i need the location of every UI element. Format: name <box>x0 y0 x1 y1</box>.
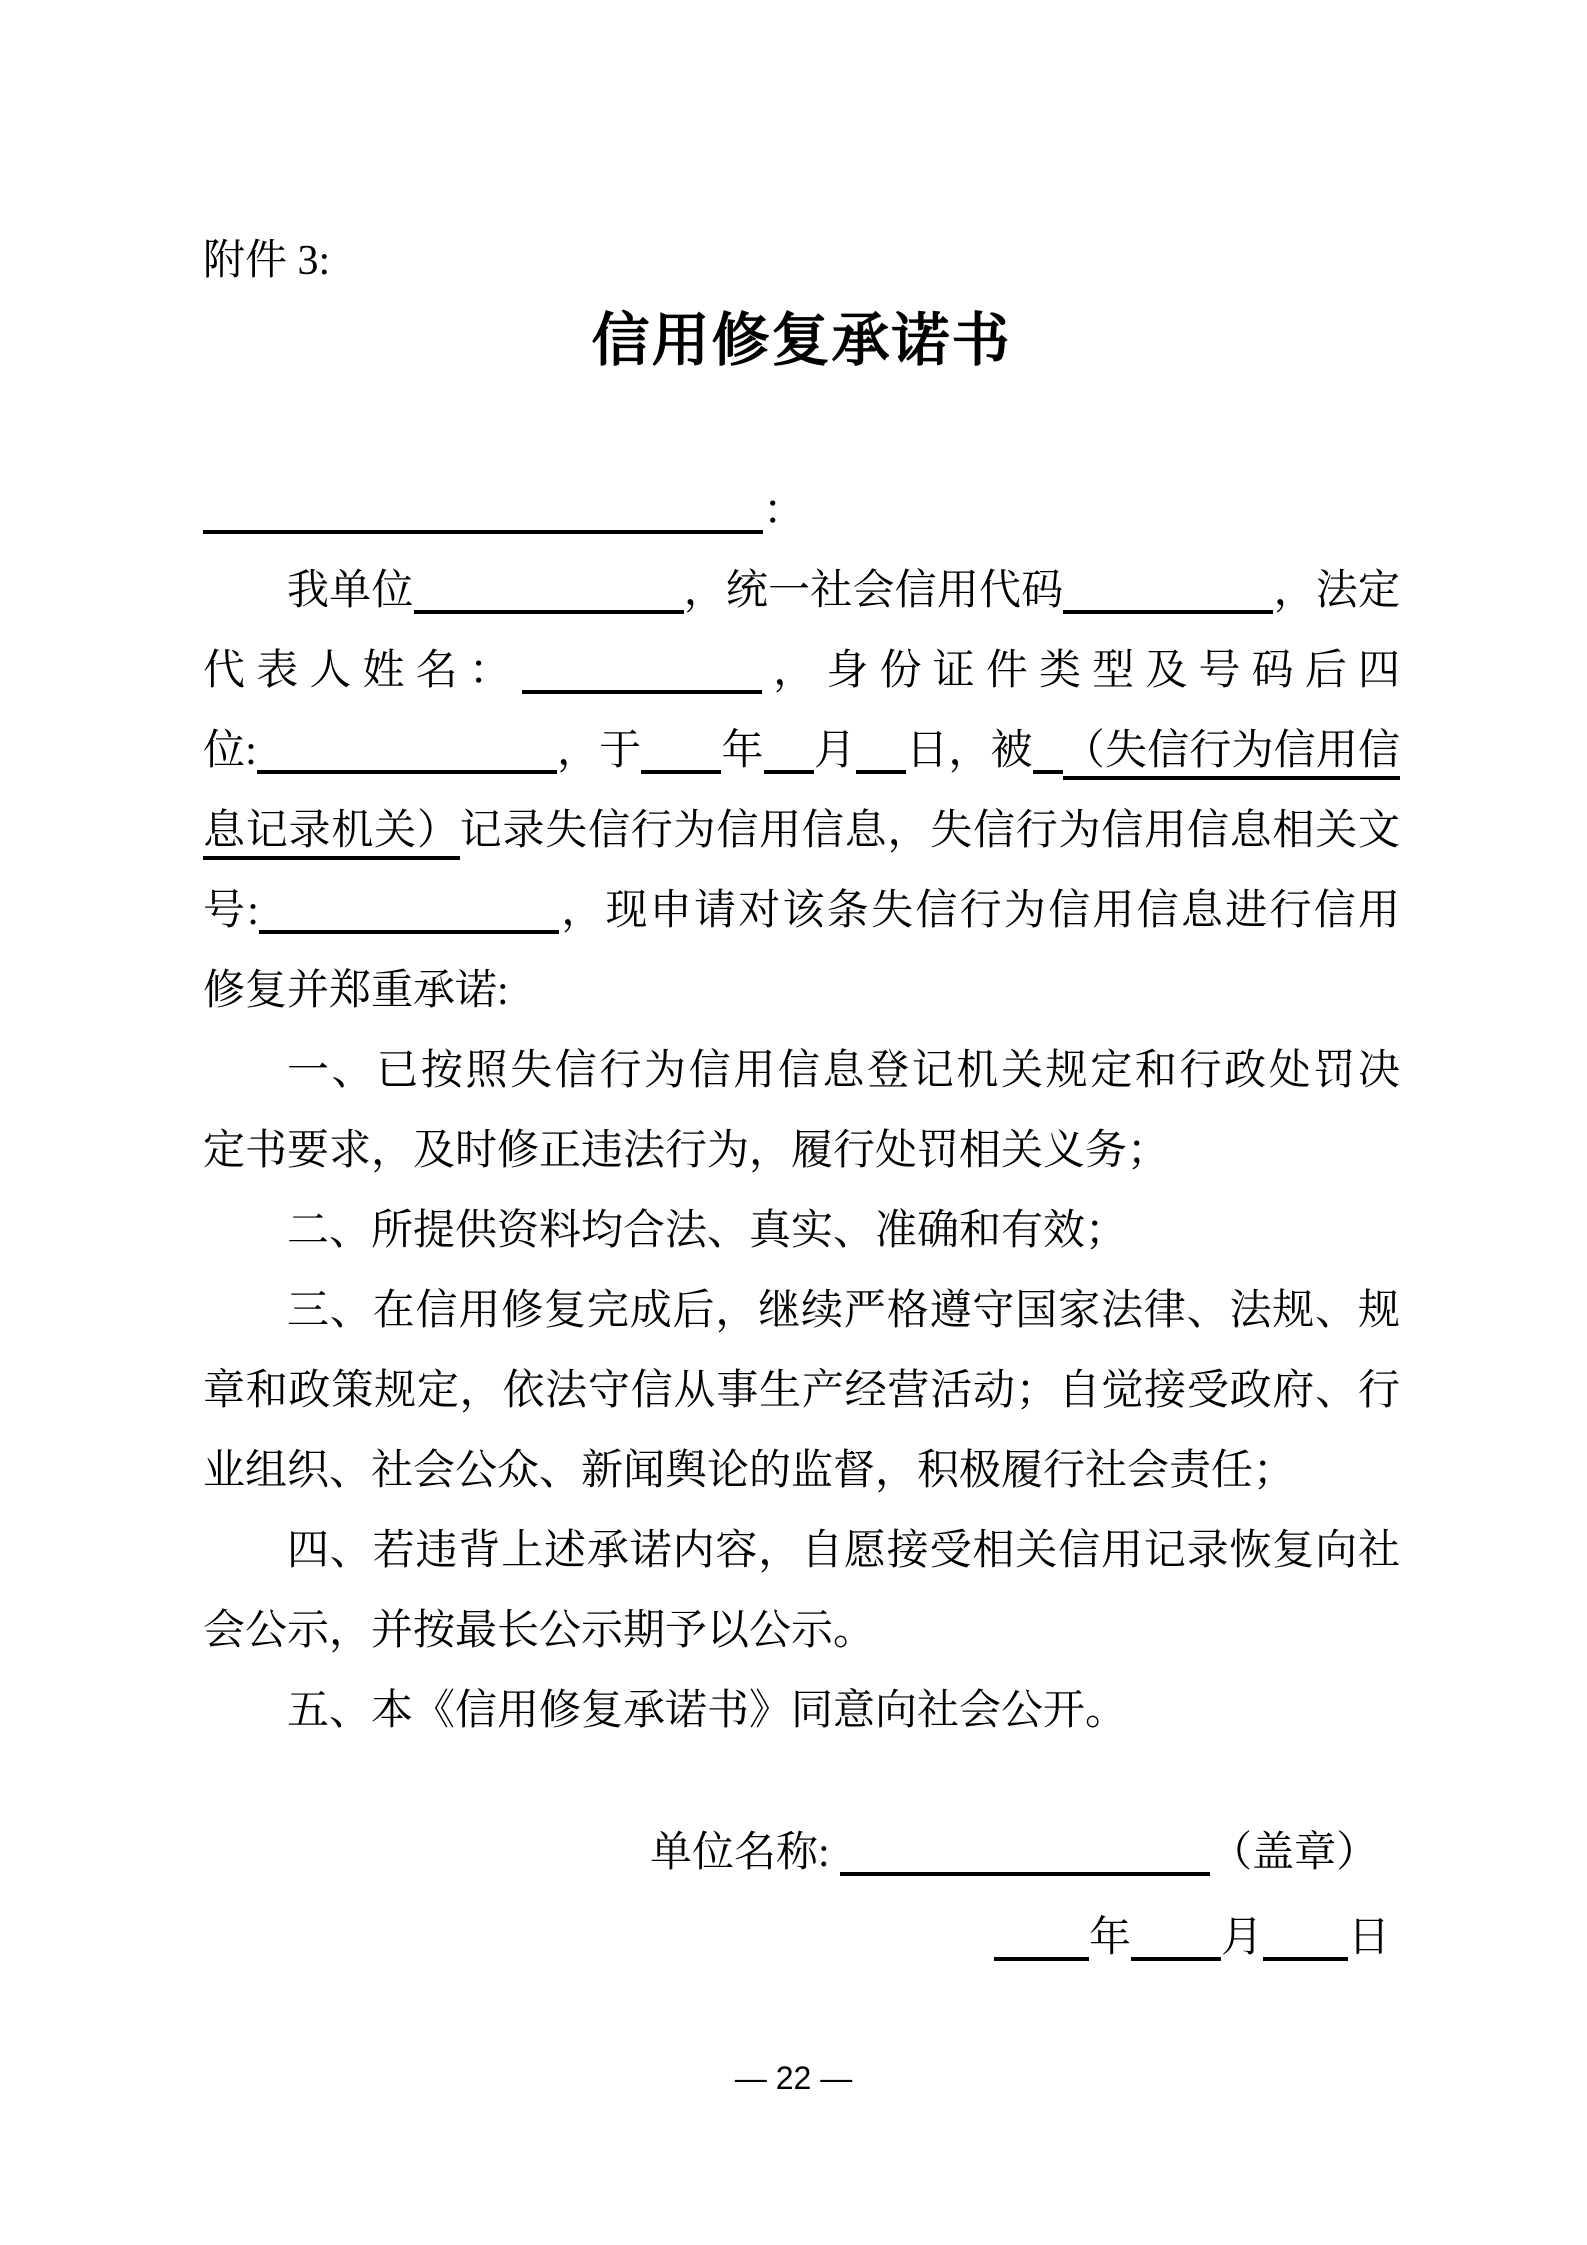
blank-field <box>764 724 814 774</box>
body-line-representative <box>203 631 1400 711</box>
body-line-unit <box>203 551 1400 631</box>
text-segment: 三、在信用修复完成后，继续严格遵守国家法律、法规、规 <box>287 1288 1400 1334</box>
blank-field <box>856 724 906 774</box>
body-line-record-organ <box>203 791 1400 871</box>
blank-field <box>1263 1911 1348 1961</box>
body-line-promise-intro <box>203 951 1400 1031</box>
blank-field <box>257 724 557 774</box>
text-segment: 定书要求，及时修正违法行为，履行处罚相关义务； <box>203 1128 1170 1174</box>
text-segment: 号: <box>203 888 259 934</box>
blank-field <box>641 724 721 774</box>
text-segment: 章和政策规定，依法守信从事生产经营活动；自觉接受政府、行 <box>203 1368 1400 1414</box>
text-segment: 二、所提供资料均合法、真实、准确和有效； <box>287 1208 1128 1254</box>
date-line <box>203 1898 1400 1978</box>
text-segment: 一、已按照失信行为信用信息登记机关规定和行政处罚决 <box>287 1048 1400 1094</box>
text-segment: （盖章） <box>1210 1830 1379 1876</box>
text-segment: 四、若违背上述承诺内容，自愿接受相关信用记录恢复向社 <box>287 1528 1400 1574</box>
text-segment: 修复并郑重承诺: <box>203 968 509 1014</box>
text-segment: 单位名称: <box>650 1830 841 1876</box>
document-body <box>203 221 1400 1978</box>
text-segment: 年 <box>721 728 764 774</box>
commitment-item-5 <box>203 1671 1400 1751</box>
text-segment: 记录失信行为信用信息，失信行为信用信息相关文 <box>459 808 1400 854</box>
underlined-text: 息记录机关） <box>203 808 460 860</box>
blank-field <box>414 564 684 614</box>
commitment-item-3-line-1 <box>203 1271 1400 1351</box>
text-segment: ，现申请对该条失信行为信用信息进行信用 <box>558 888 1400 934</box>
commitment-item-2 <box>203 1191 1400 1271</box>
blank-field <box>994 1911 1089 1961</box>
attachment-label: 附件 3: <box>203 238 331 284</box>
commitment-item-1-line-2 <box>203 1111 1400 1191</box>
text-segment: ： <box>763 488 806 534</box>
text-segment: 日 <box>1347 1915 1390 1961</box>
commitment-item-4-line-1 <box>203 1511 1400 1591</box>
blank-field <box>203 484 763 534</box>
commitment-item-3-line-3 <box>203 1431 1400 1511</box>
commitment-item-3-line-2 <box>203 1351 1400 1431</box>
blank-field <box>522 644 762 694</box>
text-segment: 业组织、社会公众、新闻舆论的监督，积极履行社会责任； <box>203 1448 1296 1494</box>
text-segment: ，身份证件类型及号码后四 <box>762 648 1400 694</box>
text-segment: ，于 <box>556 728 642 774</box>
signature-line <box>203 1813 1400 1893</box>
text-segment: 年 <box>1088 1915 1131 1961</box>
text-segment: ，统一社会信用代码 <box>683 568 1064 614</box>
page-number: — 22 — <box>734 2060 853 2096</box>
text-segment: 月 <box>813 728 856 774</box>
blank-field <box>1033 724 1063 774</box>
text-segment: 位: <box>203 728 257 774</box>
text-segment: 代表人姓名： <box>203 648 522 694</box>
blank-field <box>1131 1911 1221 1961</box>
commitment-item-4-line-2 <box>203 1591 1400 1671</box>
text-segment: 五、本《信用修复承诺书》同意向社会公开。 <box>287 1688 1128 1734</box>
page-title: 信用修复承诺书 <box>591 308 1012 373</box>
text-segment: 会公示，并按最长公示期予以公示。 <box>203 1608 876 1654</box>
commitment-item-1-line-1 <box>203 1031 1400 1111</box>
blank-field <box>840 1826 1210 1876</box>
text-segment: 我单位 <box>287 568 414 614</box>
body-line-doc-number <box>203 871 1400 951</box>
blank-field <box>1063 564 1273 614</box>
blank-field <box>259 884 559 934</box>
text-segment: 月 <box>1220 1915 1263 1961</box>
body-line-id-date <box>203 711 1400 791</box>
document-lines <box>203 471 1400 1978</box>
underlined-text: （失信行为信用信 <box>1063 728 1400 780</box>
salutation-line <box>203 471 1400 551</box>
text-segment: 日，被 <box>906 728 1033 774</box>
text-segment: ，法定 <box>1273 568 1400 614</box>
